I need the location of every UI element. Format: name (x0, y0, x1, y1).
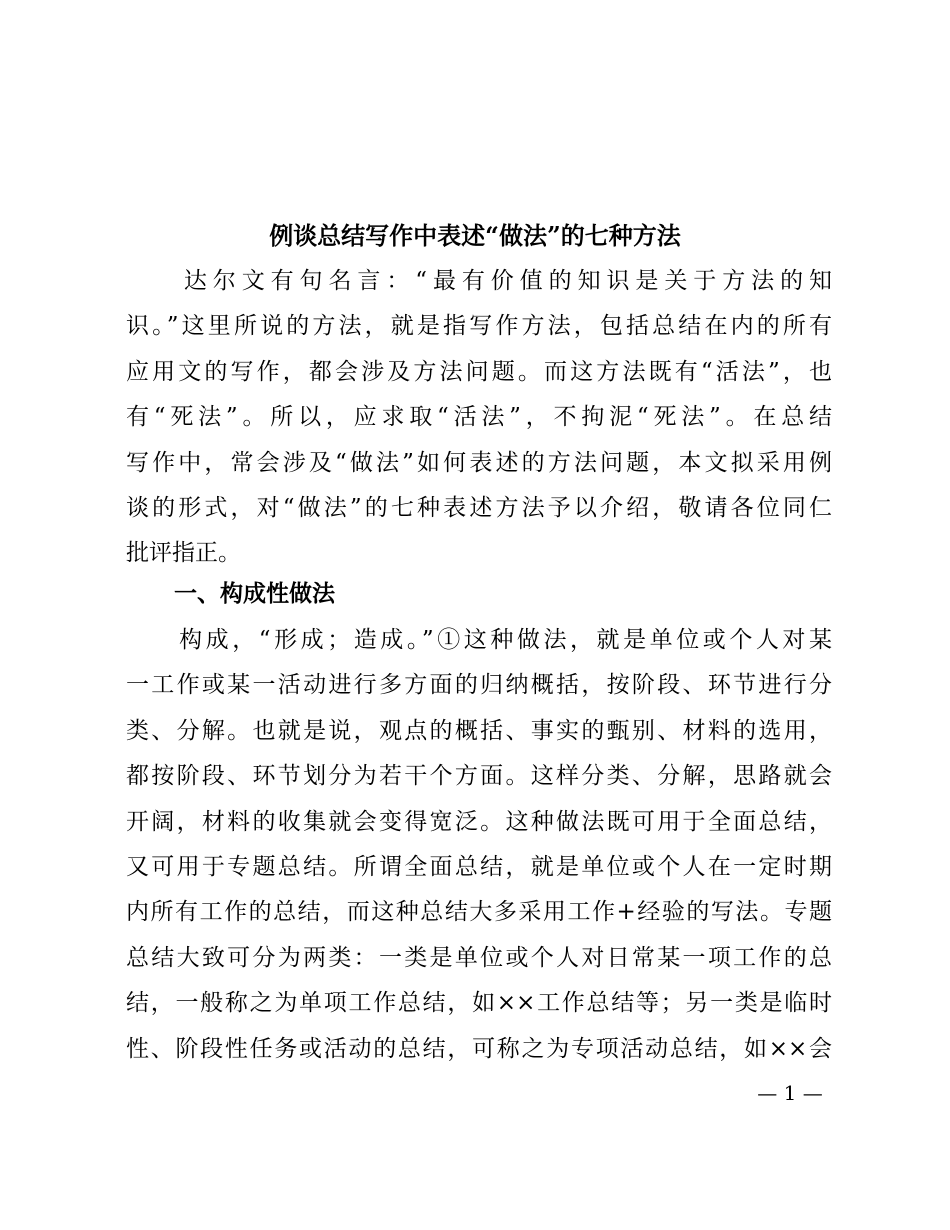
paragraph-line: 总结大致可分为两类：一类是单位或个人对日常某一项工作的总 (126, 944, 832, 971)
paragraph-line: 一工作或某一活动进行多方面的归纳概括，按阶段、环节进行分 (126, 672, 832, 699)
paragraph-line: 内所有工作的总结，而这种总结大多采用工作+经验的写法。专题 (126, 899, 832, 926)
paragraph-line: 写作中，常会涉及“做法”如何表述的方法问题，本文拟采用例 (126, 449, 832, 476)
paragraph-line: 结，一般称之为单项工作总结，如××工作总结等；另一类是临时 (126, 990, 832, 1017)
paragraph-line: 达尔文有句名言：“最有价值的知识是关于方法的知 (126, 268, 832, 294)
paragraph-line: 识。”这里所说的方法，就是指写作方法，包括总结在内的所有 (126, 313, 832, 340)
section-heading: 一、构成性做法 (174, 581, 335, 607)
section-paragraph (126, 618, 832, 1072)
paragraph-line: 构成，“形成；造成。”①这种做法，就是单位或个人对某 (126, 627, 832, 653)
paragraph-line: 开阔，材料的收集就会变得宽泛。这种做法既可用于全面总结， (126, 808, 832, 835)
paragraph-line: 类、分解。也就是说，观点的概括、事实的甄别、材料的选用， (126, 717, 832, 744)
paragraph-line: 应用文的写作，都会涉及方法问题。而这方法既有“活法”，也 (126, 358, 832, 385)
paragraph-line: 都按阶段、环节划分为若干个方面。这样分类、分解，思路就会 (126, 763, 832, 790)
document-title: 例谈总结写作中表述“做法”的七种方法 (269, 221, 681, 250)
paragraph-line: 谈的形式，对“做法”的七种表述方法予以介绍，敬请各位同仁 (126, 494, 832, 521)
paragraph-line: 性、阶段性任务或活动的总结，可称之为专项活动总结，如××会 (126, 1035, 832, 1062)
paragraph-line: 批评指正。 (126, 540, 241, 567)
paragraph-line: 有“死法”。所以，应求取“活法”，不拘泥“死法”。在总结 (126, 404, 832, 431)
paragraph-line: 又可用于专题总结。所谓全面总结，就是单位或个人在一定时期 (126, 853, 832, 880)
intro-paragraph (126, 259, 832, 577)
page-number: — 1 — (757, 1081, 823, 1105)
